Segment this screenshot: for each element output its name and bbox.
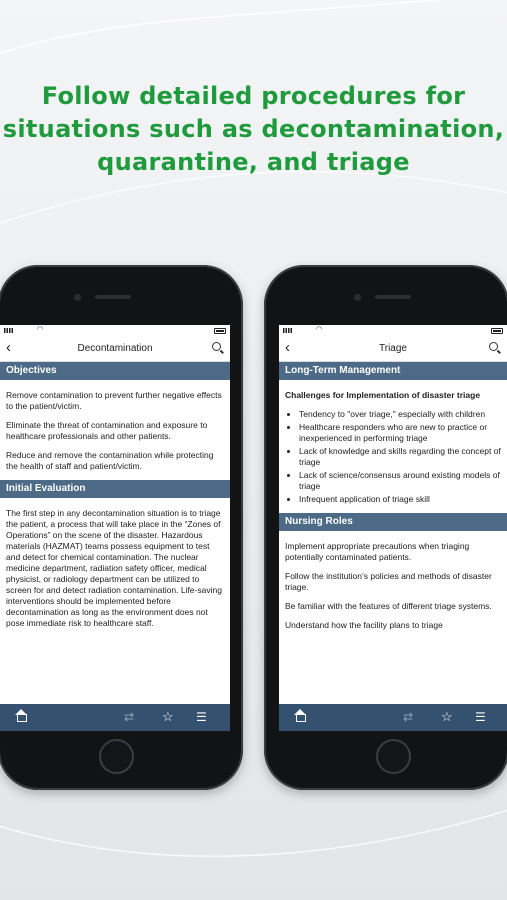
section-header-objectives: Objectives <box>0 362 230 380</box>
paragraph: The first step in any decontamination situation is to triage the patient, a process that will take place in the “Zones of Operations” on the scene of the disaster. Hazardous materials (HAZMAT) teams possess equipment to test and detect for chemical contamination. The nuclear medicine department, radiation safety officer, medical physicist, or radiology department can be utilized to screen for and detect radiation contamination. Life-saving interventions should be implemented before decontamination as long as the environment does not pose immediate risk to healthcare staff. <box>6 508 222 628</box>
phone-screen-decontamination <box>0 325 230 731</box>
subheading: Challenges for Implementation of disaster triage <box>285 390 481 400</box>
star-icon[interactable]: ☆ <box>162 709 174 724</box>
front-camera <box>74 294 81 301</box>
list-item: • Healthcare responders who are new to practice or inexperienced in performing triage <box>299 422 501 444</box>
home-button[interactable] <box>376 739 411 774</box>
status-bar <box>0 325 230 335</box>
front-camera <box>354 294 361 301</box>
nav-bar <box>279 335 507 362</box>
search-icon[interactable] <box>212 342 221 351</box>
paragraph: Remove contamination to prevent further negative effects to the patient/victim. <box>6 390 222 411</box>
earpiece-speaker <box>375 295 411 299</box>
phone-left <box>0 265 243 790</box>
list-item: • Lack of knowledge and skills regarding the concept of triage <box>299 446 501 468</box>
section-header-initial-evaluation: Initial Evaluation <box>0 480 230 498</box>
shuffle-icon[interactable]: ⇄ <box>124 710 135 724</box>
wifi-icon: ◠ <box>37 326 44 333</box>
menu-list-icon[interactable]: ☰ <box>475 710 486 724</box>
paragraph: Implement appropriate precautions when triaging potentially contaminated patients. <box>285 541 470 562</box>
status-bar <box>279 325 507 335</box>
back-chevron-icon[interactable]: ‹ <box>285 339 290 356</box>
list-item: • Lack of science/consensus around existing models of triage <box>299 470 501 492</box>
signal-icon <box>4 328 14 333</box>
section-header-long-term-management: Long-Term Management <box>279 362 507 380</box>
search-icon[interactable] <box>489 342 498 351</box>
phone-screen-triage <box>279 325 507 731</box>
challenges-list <box>285 409 501 505</box>
headline-line-1: Follow detailed procedures for <box>41 82 466 110</box>
nav-title: Decontamination <box>77 342 153 354</box>
long-term-management-content <box>279 390 507 505</box>
menu-list-icon[interactable]: ☰ <box>196 710 207 724</box>
paragraph: Follow the institution’s policies and methods of disaster triage. <box>285 571 492 592</box>
paragraph: Eliminate the threat of contamination and exposure to healthcare professionals and other patients. <box>6 420 208 441</box>
phone-right <box>264 265 507 790</box>
headline-line-2: situations such as decontamination, <box>2 115 505 143</box>
tab-bar <box>0 704 230 731</box>
back-chevron-icon[interactable]: ‹ <box>6 339 11 356</box>
paragraph: Be familiar with the features of different triage systems. <box>285 601 492 611</box>
nav-title: Triage <box>379 342 407 354</box>
objectives-content <box>0 390 230 472</box>
tab-bar <box>279 704 507 731</box>
headline-line-3: quarantine, and triage <box>97 148 410 176</box>
nav-bar <box>0 335 230 362</box>
battery-icon <box>491 328 503 334</box>
initial-evaluation-content <box>0 508 230 629</box>
home-icon[interactable] <box>293 709 307 725</box>
paragraph: Understand how the facility plans to triage <box>285 620 443 630</box>
home-button[interactable] <box>99 739 134 774</box>
shuffle-icon[interactable]: ⇄ <box>403 710 414 724</box>
promo-headline <box>0 80 507 179</box>
signal-icon <box>283 328 293 333</box>
paragraph: Reduce and remove the contamination while protecting the health of staff and patient/victim. <box>6 450 214 471</box>
battery-icon <box>214 328 226 334</box>
earpiece-speaker <box>95 295 131 299</box>
wifi-icon: ◠ <box>316 326 323 333</box>
section-header-nursing-roles: Nursing Roles <box>279 513 507 531</box>
list-item: • Tendency to "over triage," especially with children <box>299 409 501 420</box>
star-icon[interactable]: ☆ <box>441 709 453 724</box>
list-item: • Infrequent application of triage skill <box>299 494 501 505</box>
nursing-roles-content <box>279 541 507 631</box>
home-icon[interactable] <box>14 709 28 725</box>
